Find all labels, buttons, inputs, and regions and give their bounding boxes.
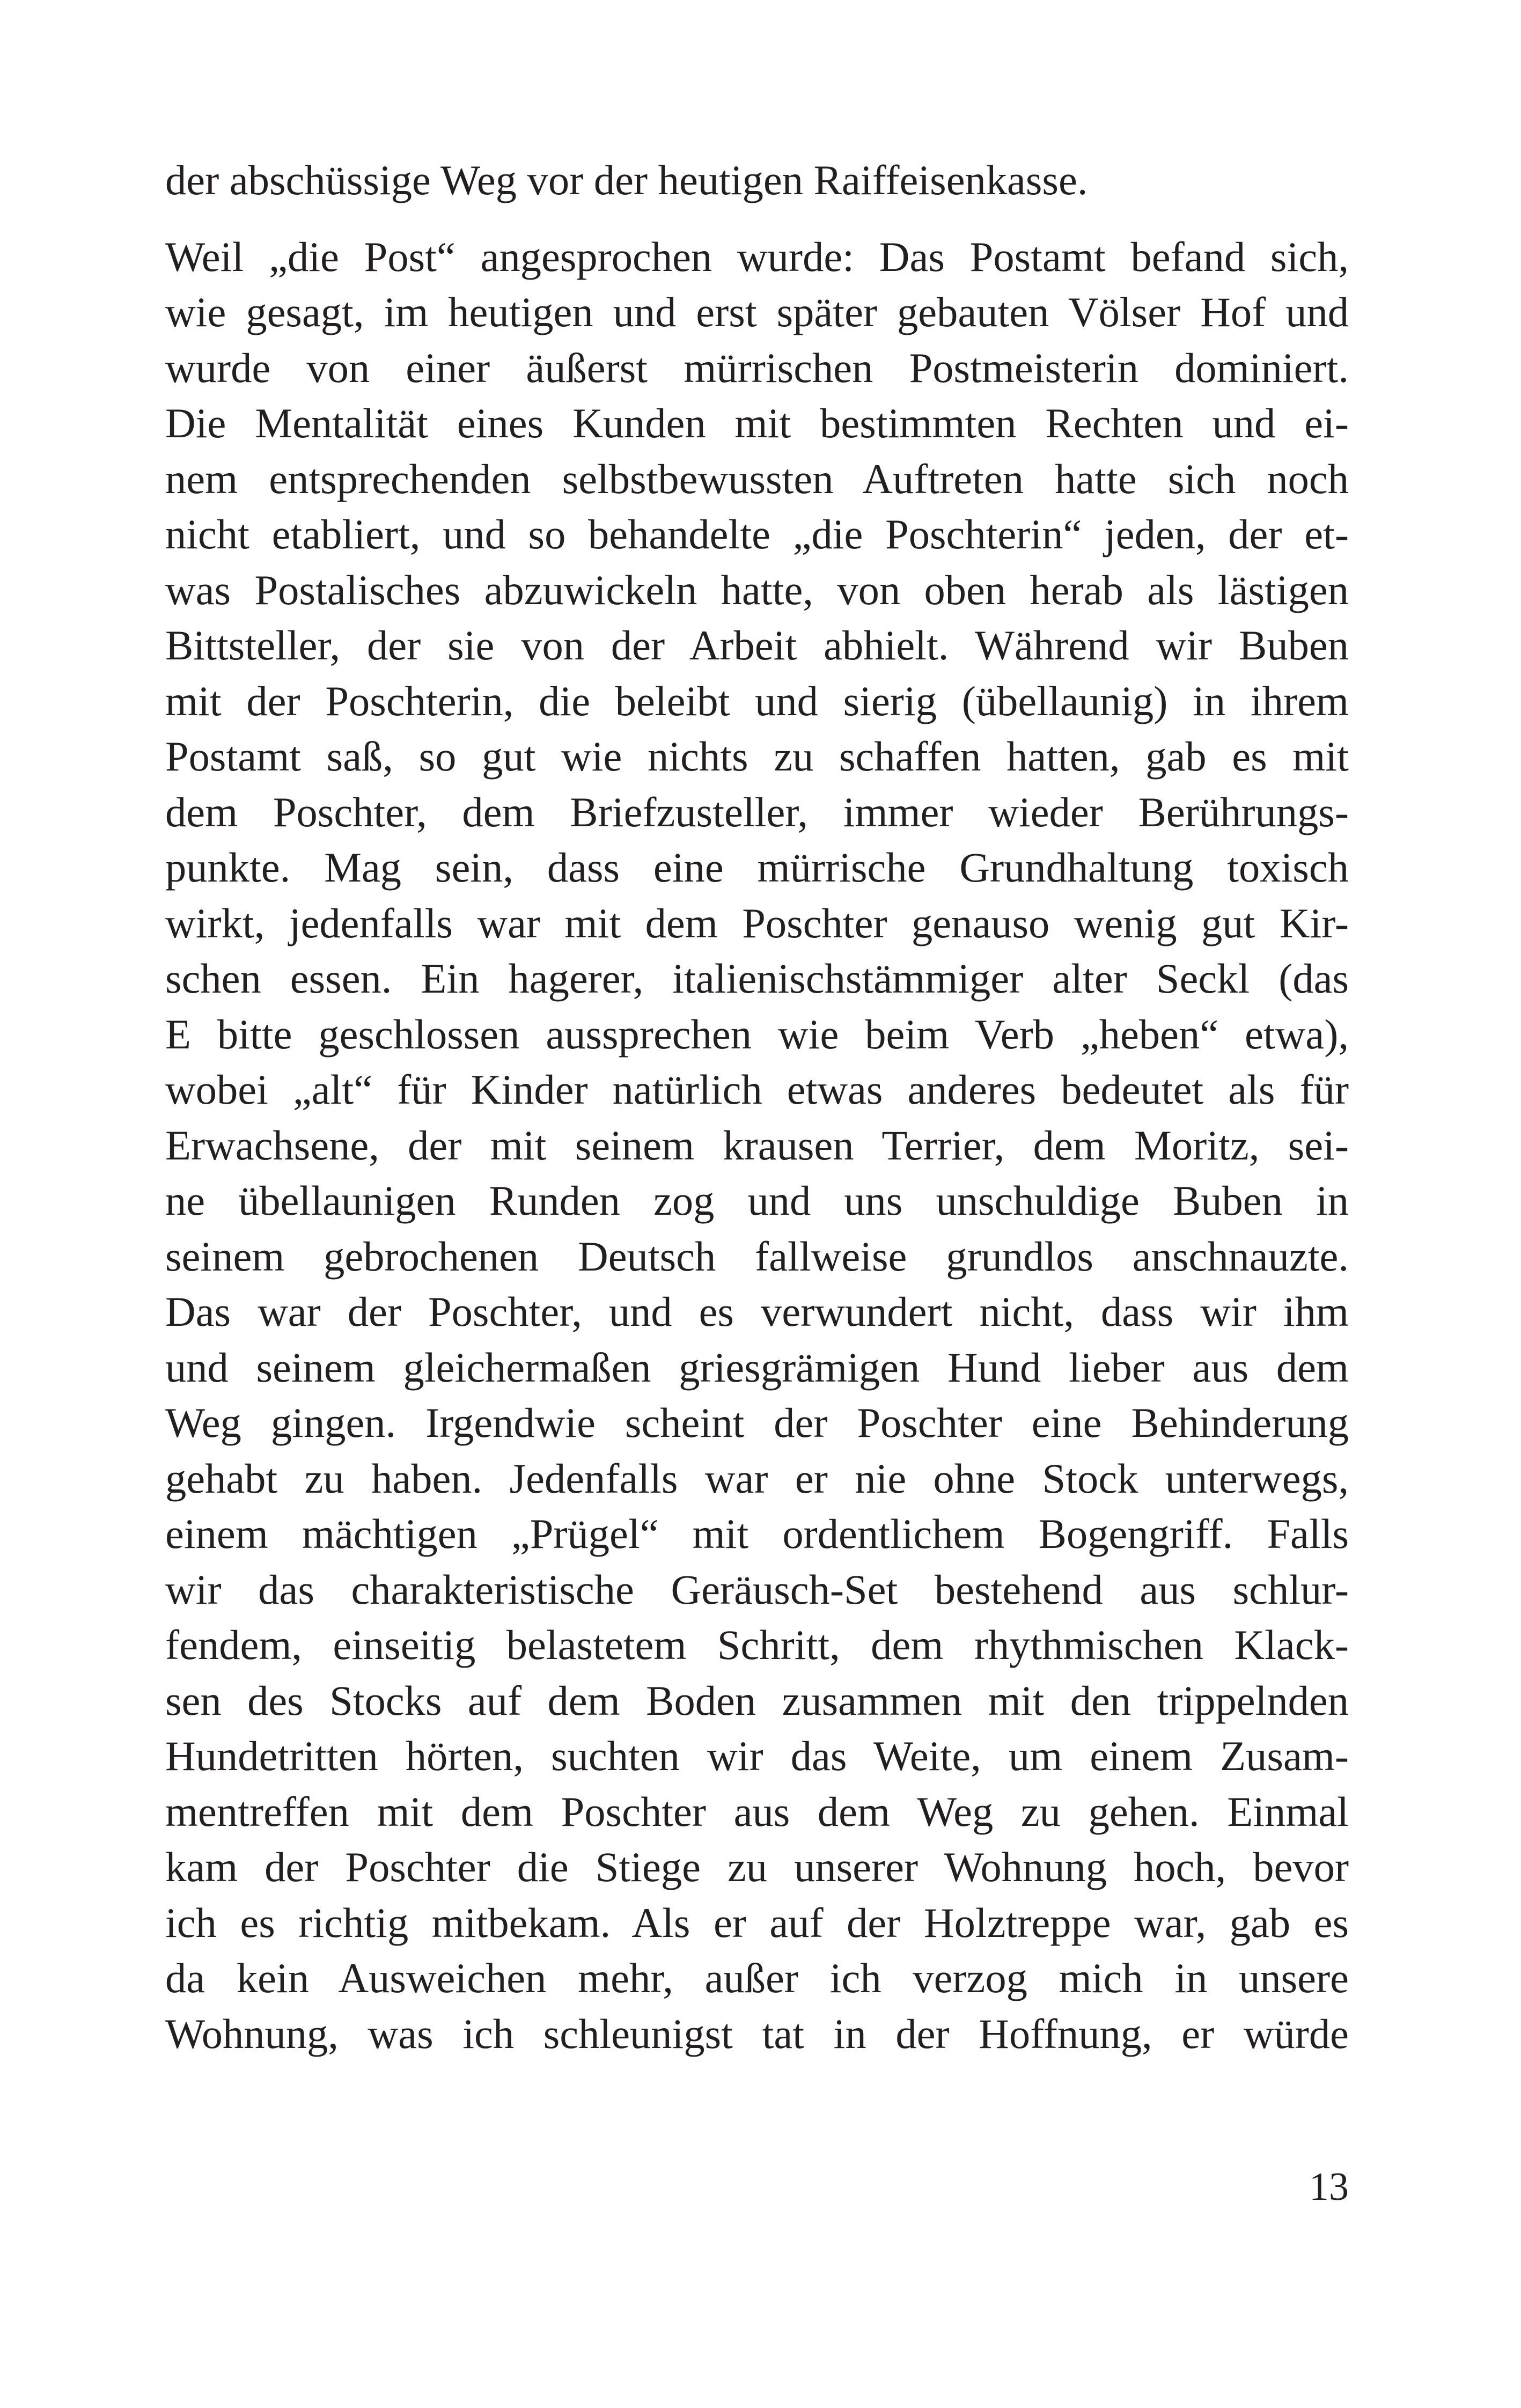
text-line: wirkt, jedenfalls war mit dem Poschter genauso wenig gut Kir- xyxy=(165,899,1349,946)
text-line: ne übellaunigen Runden zog und uns unschuldige Buben in xyxy=(165,1177,1349,1224)
text-line: kam der Poschter die Stiege zu unserer Wohnung hoch, bevor xyxy=(165,1844,1349,1890)
text-line: und seinem gleichermaßen griesgrämigen Hund lieber aus dem xyxy=(165,1344,1349,1391)
text-line: Erwachsene, der mit seinem krausen Terrier, dem Moritz, sei- xyxy=(165,1121,1349,1169)
text-line: wobei „alt“ für Kinder natürlich etwas anderes bedeutet als für xyxy=(165,1066,1349,1113)
text-line: punkte. Mag sein, dass eine mürrische Grundhaltung toxisch xyxy=(165,844,1349,891)
text-line: Hundetritten hörten, suchten wir das Weite, um einem Zusam- xyxy=(165,1732,1349,1779)
text-line: schen essen. Ein hagerer, italienischstämmiger alter Seckl (das xyxy=(165,955,1349,1002)
text-line: sen des Stocks auf dem Boden zusammen mit den trippelnden xyxy=(165,1677,1349,1724)
text-line: Das war der Poschter, und es verwundert nicht, dass wir ihm xyxy=(165,1288,1349,1335)
text-line: Bittsteller, der sie von der Arbeit abhielt. Während wir Buben xyxy=(165,622,1349,669)
text-line: da kein Ausweichen mehr, außer ich verzog mich in unsere xyxy=(165,1955,1349,2001)
text-line: gehabt zu haben. Jedenfalls war er nie ohne Stock unterwegs, xyxy=(165,1455,1349,1502)
text-line: E bitte geschlossen aussprechen wie beim Verb „heben“ etwa), xyxy=(165,1010,1349,1058)
text-line: nem entsprechenden selbstbewussten Auftreten hatte sich noch xyxy=(165,455,1349,502)
page-number: 13 xyxy=(1309,2165,1349,2209)
text-line: der abschüssige Weg vor der heutigen Raiffeisenkasse. xyxy=(165,157,1088,203)
text-line: mit der Poschterin, die beleibt und sierig (übellaunig) in ihrem xyxy=(165,677,1349,724)
text-line: Weg gingen. Irgendwie scheint der Poschter eine Behinderung xyxy=(165,1399,1349,1446)
paragraph xyxy=(165,229,1349,2062)
text-line: Weil „die Post“ angesprochen wurde: Das Postamt befand sich, xyxy=(165,233,1349,280)
text-line: Wohnung, was ich schleunigst tat in der Hoffnung, er würde xyxy=(165,2010,1349,2057)
text-line: seinem gebrochenen Deutsch fallweise grundlos anschnauzte. xyxy=(165,1232,1349,1280)
text-line: wir das charakteristische Geräusch-Set bestehend aus schlur- xyxy=(165,1566,1349,1613)
text-line: fendem, einseitig belastetem Schritt, dem rhythmischen Klack- xyxy=(165,1621,1349,1668)
text-line: was Postalisches abzuwickeln hatte, von oben herab als lästigen xyxy=(165,566,1349,613)
paragraph-spacing xyxy=(165,208,1349,229)
paragraph xyxy=(165,152,1349,208)
text-line: mentreffen mit dem Poschter aus dem Weg zu gehen. Einmal xyxy=(165,1788,1349,1835)
text-line: wurde von einer äußerst mürrischen Postmeisterin dominiert. xyxy=(165,344,1349,391)
text-line: wie gesagt, im heutigen und erst später gebauten Völser Hof und xyxy=(165,289,1349,335)
text-line: nicht etabliert, und so behandelte „die Poschterin“ jeden, der et- xyxy=(165,511,1349,557)
text-line: dem Poschter, dem Briefzusteller, immer wieder Berührungs- xyxy=(165,788,1349,835)
text-line: Postamt saß, so gut wie nichts zu schaffen hatten, gab es mit xyxy=(165,733,1349,780)
text-line: einem mächtigen „Prügel“ mit ordentlichem Bogengriff. Falls xyxy=(165,1510,1349,1557)
text-line: ich es richtig mitbekam. Als er auf der Holztreppe war, gab es xyxy=(165,1899,1349,1946)
body-text xyxy=(165,152,1349,2061)
text-line: Die Mentalität eines Kunden mit bestimmten Rechten und ei- xyxy=(165,400,1349,446)
